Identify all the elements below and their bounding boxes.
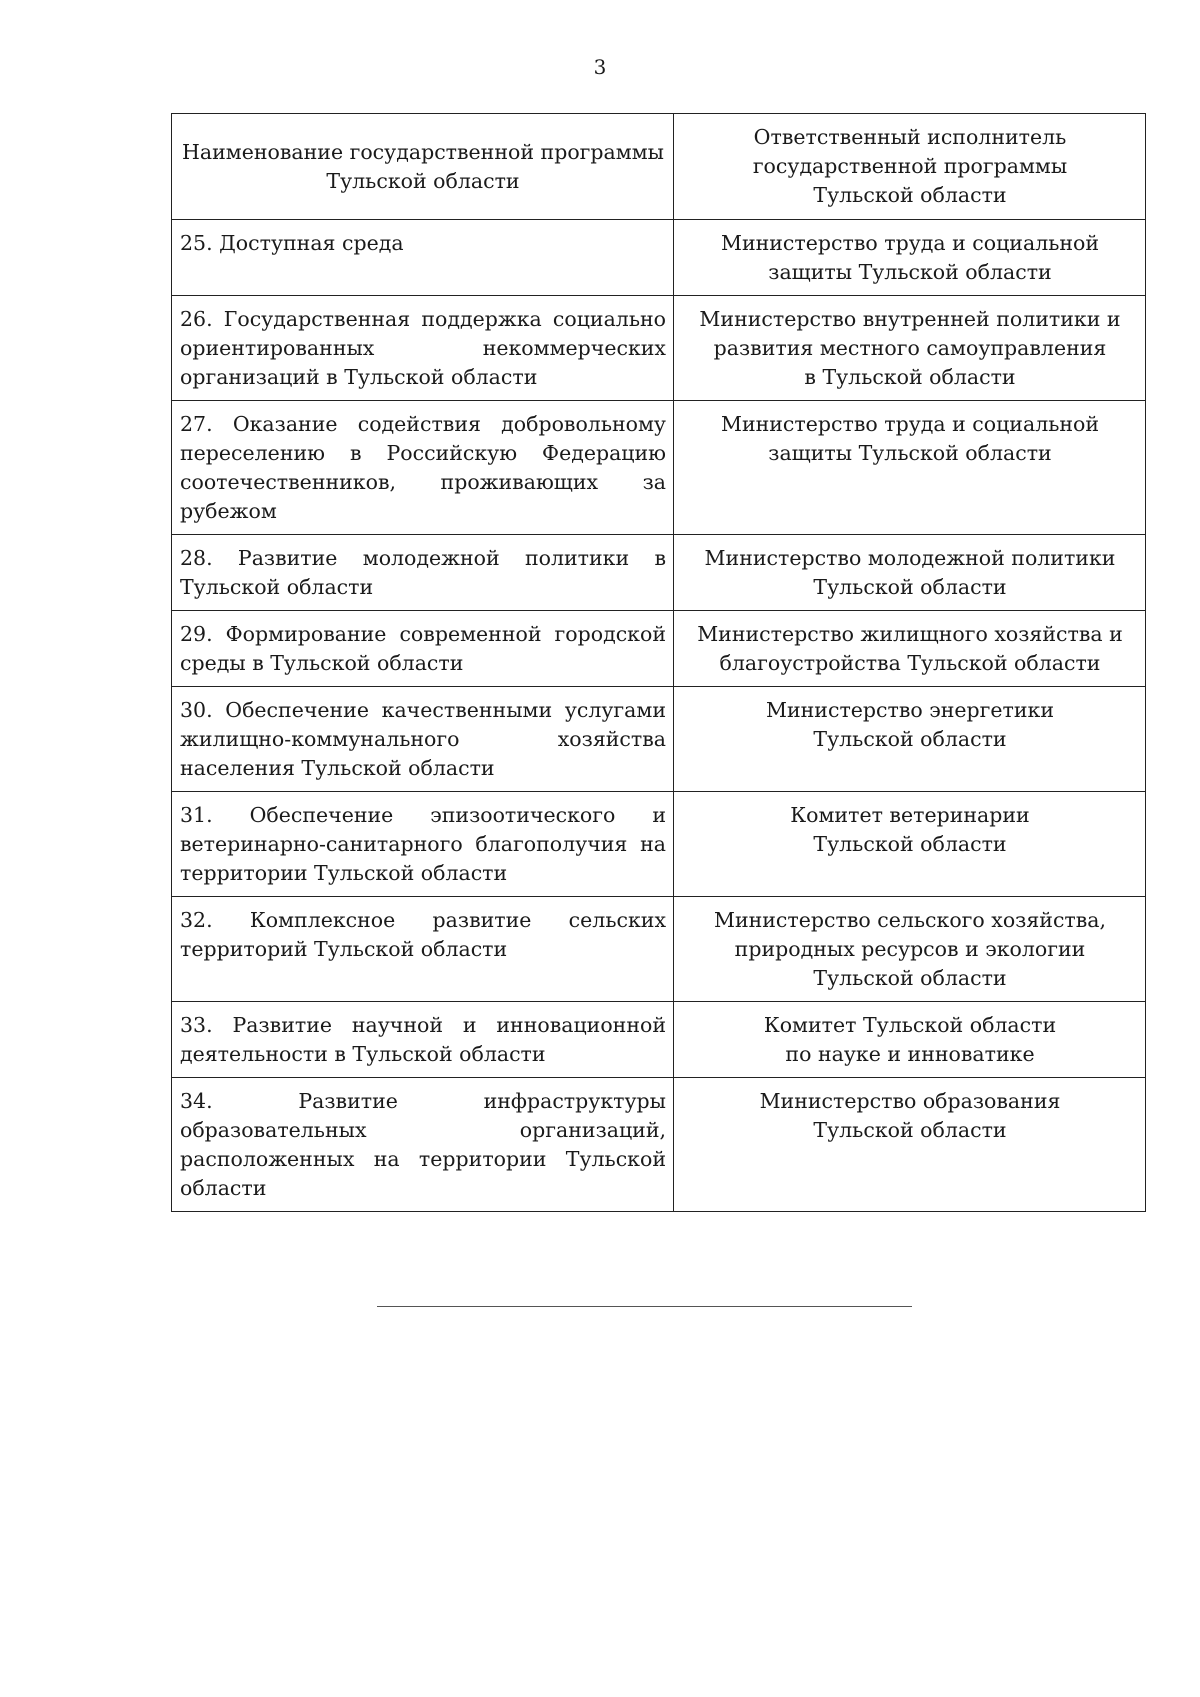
program-cell: 30. Обеспечение качественными услугами жилищно-коммунального хозяйства населения Тульской области [172, 687, 674, 792]
executor-line: Министерство сельского хозяйства, [713, 908, 1107, 932]
header-program-name-line: Наименование государственной программы [182, 139, 664, 164]
executor-line: Министерство энергетики [765, 698, 1055, 722]
table-row [172, 897, 1146, 1002]
page-number: 3 [593, 55, 607, 79]
executor-line: Комитет Тульской области [763, 1013, 1057, 1037]
executor-cell [674, 220, 1146, 296]
program-cell: 32. Комплексное развитие сельских территорий Тульской области [172, 897, 674, 1002]
table-row [172, 611, 1146, 687]
executor-cell [674, 897, 1146, 1002]
executor-cell [674, 792, 1146, 897]
table-header-row [172, 114, 1146, 220]
header-responsible-executor [674, 114, 1146, 220]
header-executor-line: Ответственный исполнитель [753, 125, 1067, 149]
executor-line: Тульской области [813, 575, 1007, 599]
header-program-name [172, 114, 674, 220]
table-row [172, 220, 1146, 296]
executor-line: Министерство внутренней политики и [699, 307, 1121, 331]
executor-cell [674, 687, 1146, 792]
program-cell: 34. Развитие инфраструктуры образовательных организаций, расположенных на территории Тульской области [172, 1078, 674, 1212]
executor-cell [674, 401, 1146, 535]
table-row [172, 1078, 1146, 1212]
table-row [172, 296, 1146, 401]
header-executor-line: Тульской области [813, 183, 1007, 207]
program-cell: 25. Доступная среда [172, 220, 674, 296]
executor-cell [674, 1002, 1146, 1078]
executor-line: Тульской области [813, 966, 1007, 990]
table-row [172, 1002, 1146, 1078]
executor-line: Министерство труда и социальной [720, 412, 1100, 436]
executor-cell [674, 535, 1146, 611]
executor-cell [674, 1078, 1146, 1212]
executor-line: Министерство молодежной политики [704, 546, 1116, 570]
program-cell: 26. Государственная поддержка социально ориентированных некоммерческих организаций в Тульской области [172, 296, 674, 401]
executor-line: Тульской области [813, 1118, 1007, 1142]
program-cell: 33. Развитие научной и инновационной деятельности в Тульской области [172, 1002, 674, 1078]
header-program-name-line: Тульской области [326, 168, 520, 193]
executor-line: природных ресурсов и экологии [734, 937, 1086, 961]
table-row [172, 792, 1146, 897]
executor-line: защиты Тульской области [768, 260, 1052, 284]
executor-line: Тульской области [813, 832, 1007, 856]
table-row [172, 401, 1146, 535]
executor-line: благоустройства Тульской области [719, 651, 1101, 675]
executor-line: Министерство жилищного хозяйства и [697, 622, 1123, 646]
program-cell: 27. Оказание содействия добровольному переселению в Российскую Федерацию соотечественников, проживающих за рубежом [172, 401, 674, 535]
executor-line: защиты Тульской области [768, 441, 1052, 465]
program-cell: 29. Формирование современной городской среды в Тульской области [172, 611, 674, 687]
executor-cell [674, 296, 1146, 401]
executor-line: по науке и инноватике [785, 1042, 1035, 1066]
header-executor-line: государственной программы [752, 154, 1068, 178]
program-cell: 31. Обеспечение эпизоотического и ветеринарно-санитарного благополучия на территории Тульской области [172, 792, 674, 897]
table-row [172, 687, 1146, 792]
executor-line: Министерство образования [759, 1089, 1061, 1113]
executor-line: Комитет ветеринарии [790, 803, 1030, 827]
program-cell: 28. Развитие молодежной политики в Тульской области [172, 535, 674, 611]
executor-cell [674, 611, 1146, 687]
end-of-document-rule [377, 1306, 912, 1307]
executor-line: в Тульской области [804, 365, 1016, 389]
executor-line: Тульской области [813, 727, 1007, 751]
table-row [172, 535, 1146, 611]
programs-table [171, 113, 1146, 1212]
executor-line: Министерство труда и социальной [720, 231, 1100, 255]
executor-line: развития местного самоуправления [713, 336, 1107, 360]
